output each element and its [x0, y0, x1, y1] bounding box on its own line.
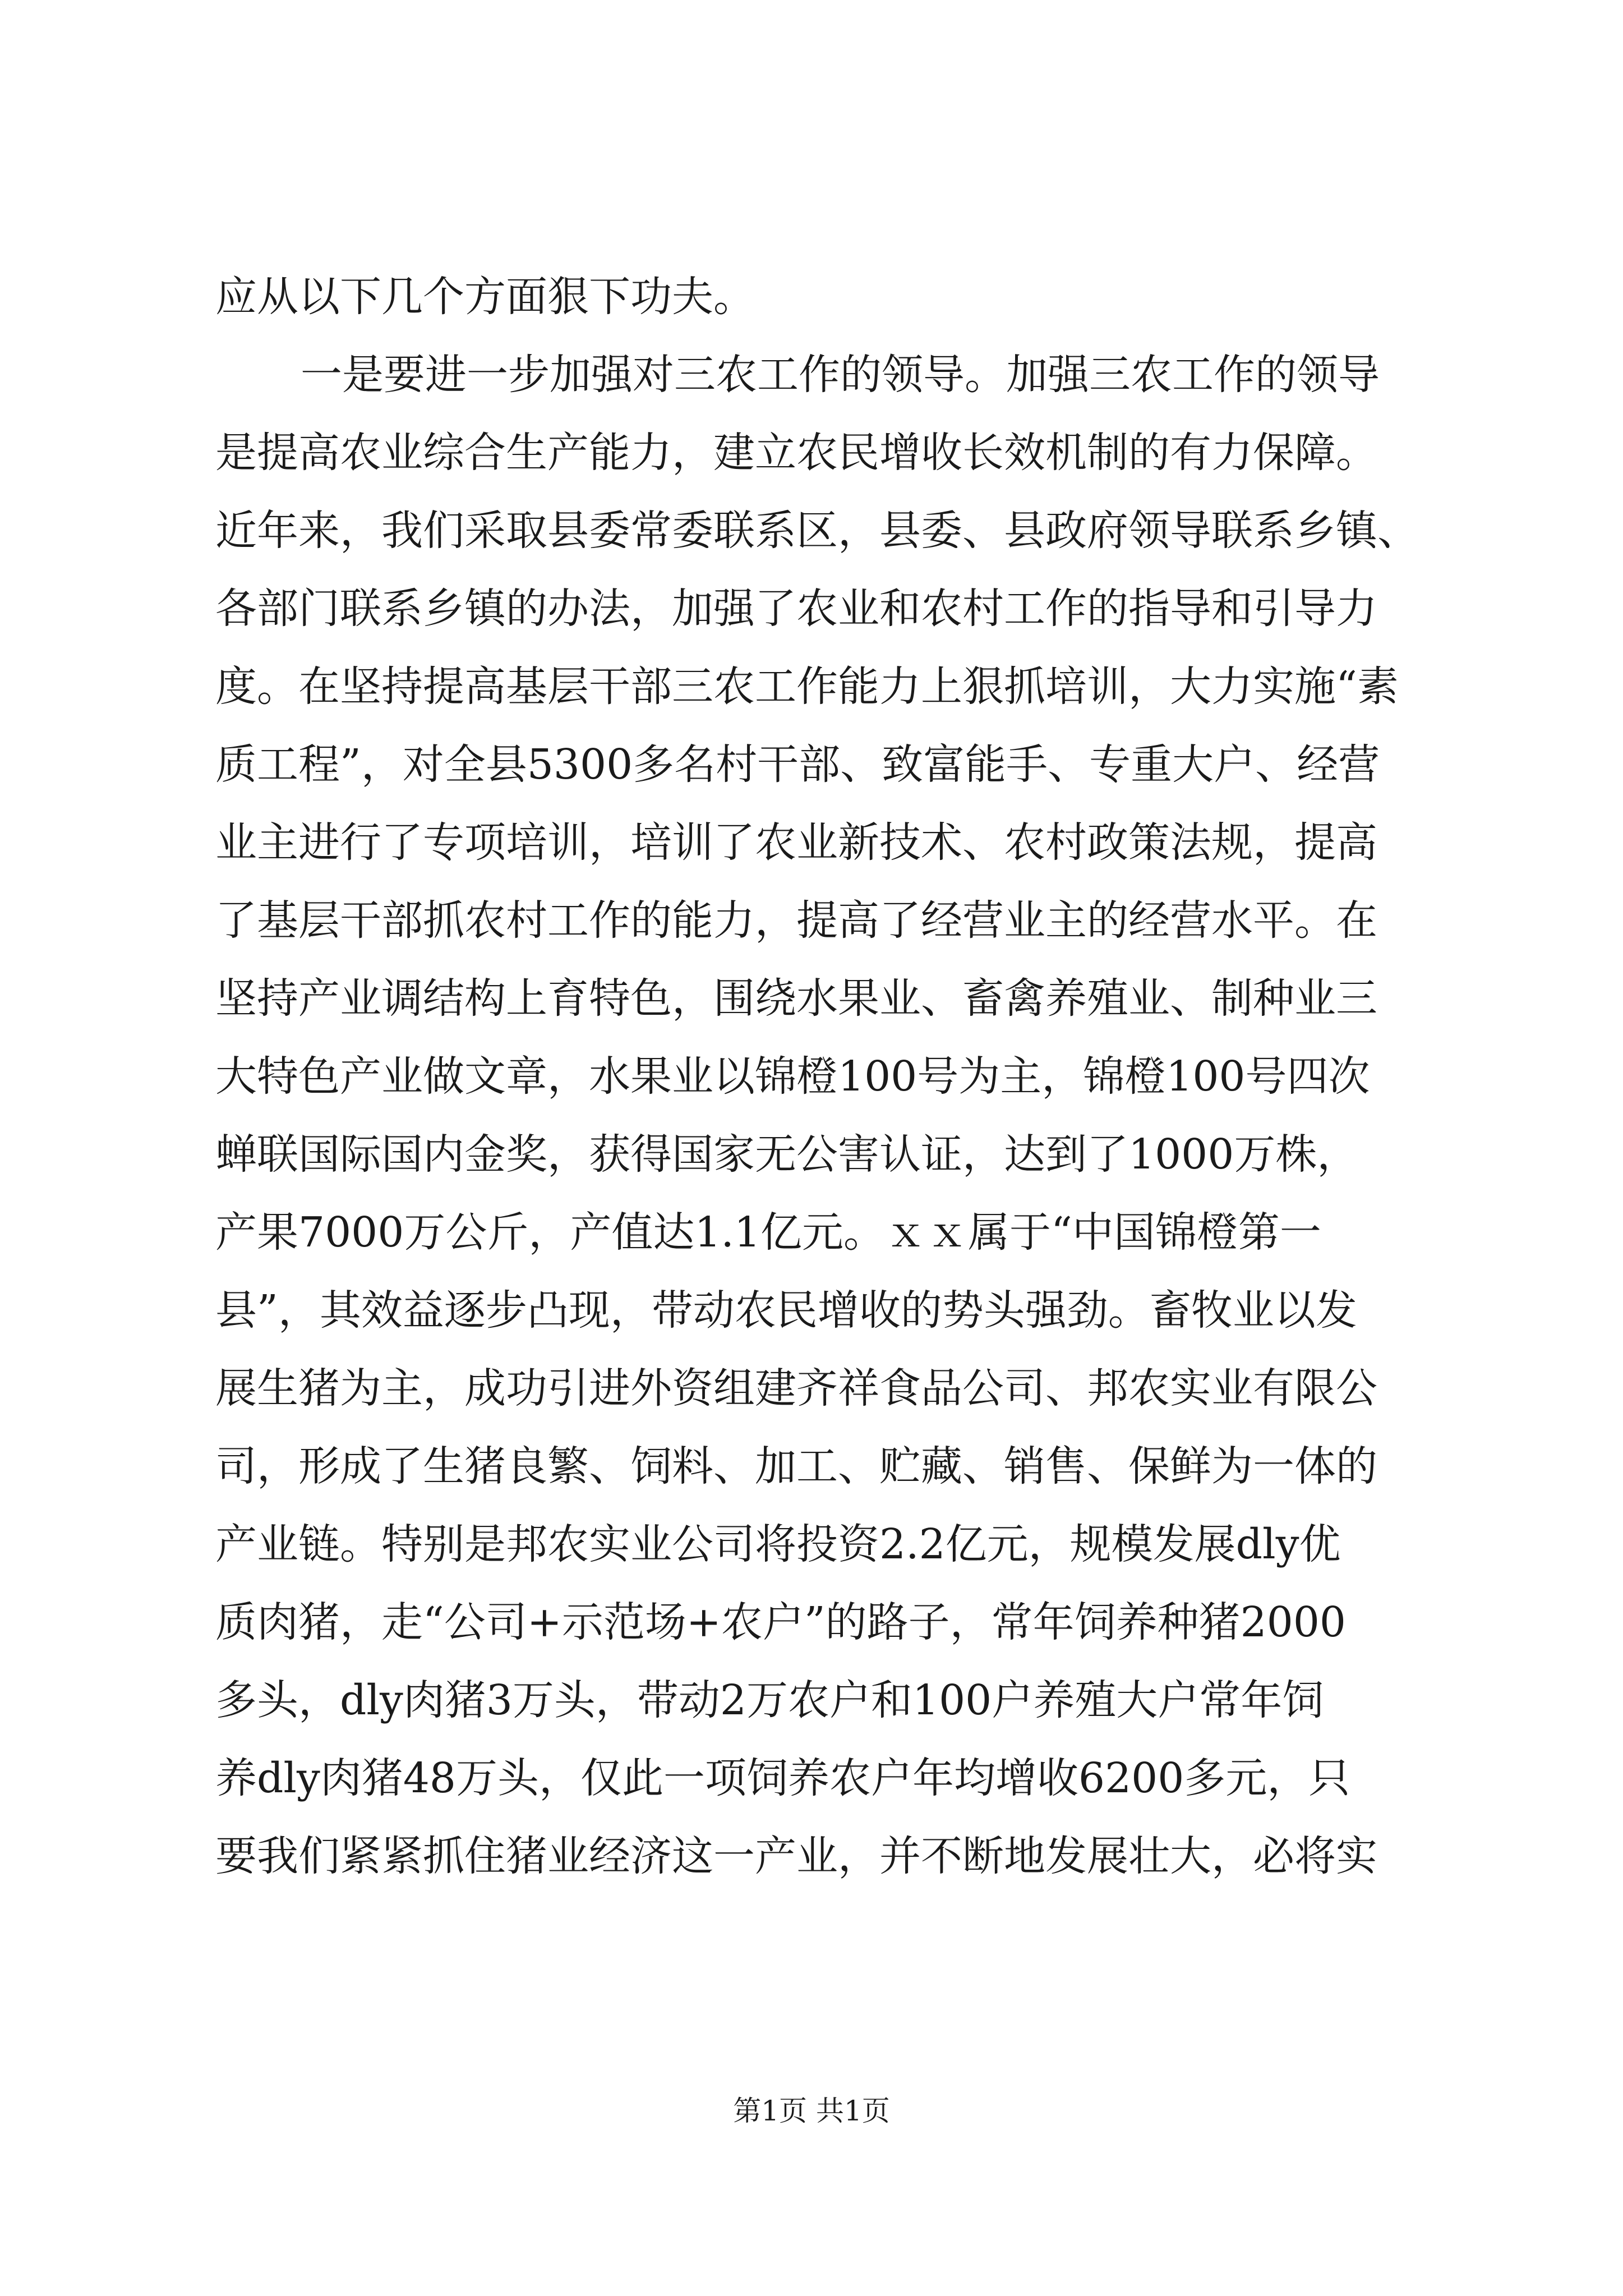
text-line: 各部门联系乡镇的办法，加强了农业和农村工作的指导和引导力 — [215, 585, 1377, 633]
text-line: 业主进行了专项培训，培训了农业新技术、农村政策法规，提高 — [215, 818, 1377, 867]
body-text — [215, 258, 1421, 1895]
text-line: 坚持产业调结构上育特色，围绕水果业、畜禽养殖业、制种业三 — [215, 974, 1377, 1023]
page-footer — [0, 2094, 1623, 2128]
text-line: 度。在坚持提高基层干部三农工作能力上狠抓培训，大力实施“素 — [215, 662, 1399, 711]
paragraph-start-line: 一是要进一步加强对三农工作的领导。加强三农工作的领导 — [301, 351, 1380, 399]
text-line: 产业链。特别是邦农实业公司将投资2.2亿元，规模发展dly优 — [215, 1520, 1341, 1568]
text-line: 了基层干部抓农村工作的能力，提高了经营业主的经营水平。在 — [215, 896, 1377, 945]
text-line: 县”，其效益逐步凸现，带动农民增收的势头强劲。畜牧业以发 — [215, 1286, 1357, 1335]
text-line: 多头，dly肉猪3万头，带动2万农户和100户养殖大户常年饲 — [215, 1676, 1324, 1724]
text-line: 蝉联国际国内金奖，获得国家无公害认证，达到了1000万株， — [215, 1130, 1359, 1179]
text-line: 质肉猪，走“公司+示范场+农户”的路子，常年饲养种猪2000 — [215, 1598, 1346, 1646]
text-line: 质工程”，对全县5300多名村干部、致富能手、专重大户、经营 — [215, 740, 1380, 789]
text-line: 要我们紧紧抓住猪业经济这一产业，并不断地发展壮大，必将实 — [215, 1832, 1377, 1880]
page-number-label: 第1页 共1页 — [733, 2095, 890, 2127]
text-line: 司，形成了生猪良繁、饲料、加工、贮藏、销售、保鲜为一体的 — [215, 1442, 1377, 1490]
text-line: 近年来，我们采取县委常委联系区，县委、县政府领导联系乡镇、 — [215, 507, 1419, 555]
text-line: 应从以下几个方面狠下功夫。 — [215, 273, 755, 321]
text-line: 展生猪为主，成功引进外资组建齐祥食品公司、邦农实业有限公 — [215, 1364, 1377, 1412]
text-line: 是提高农业综合生产能力，建立农民增收长效机制的有力保障。 — [215, 429, 1377, 477]
text-line: 产果7000万公斤，产值达1.1亿元。ｘｘ属于“中国锦橙第一 — [215, 1208, 1321, 1257]
text-line: 养dly肉猪48万头，仅此一项饲养农户年均增收6200多元，只 — [215, 1754, 1350, 1802]
text-line: 大特色产业做文章，水果业以锦橙100号为主，锦橙100号四次 — [215, 1052, 1370, 1101]
